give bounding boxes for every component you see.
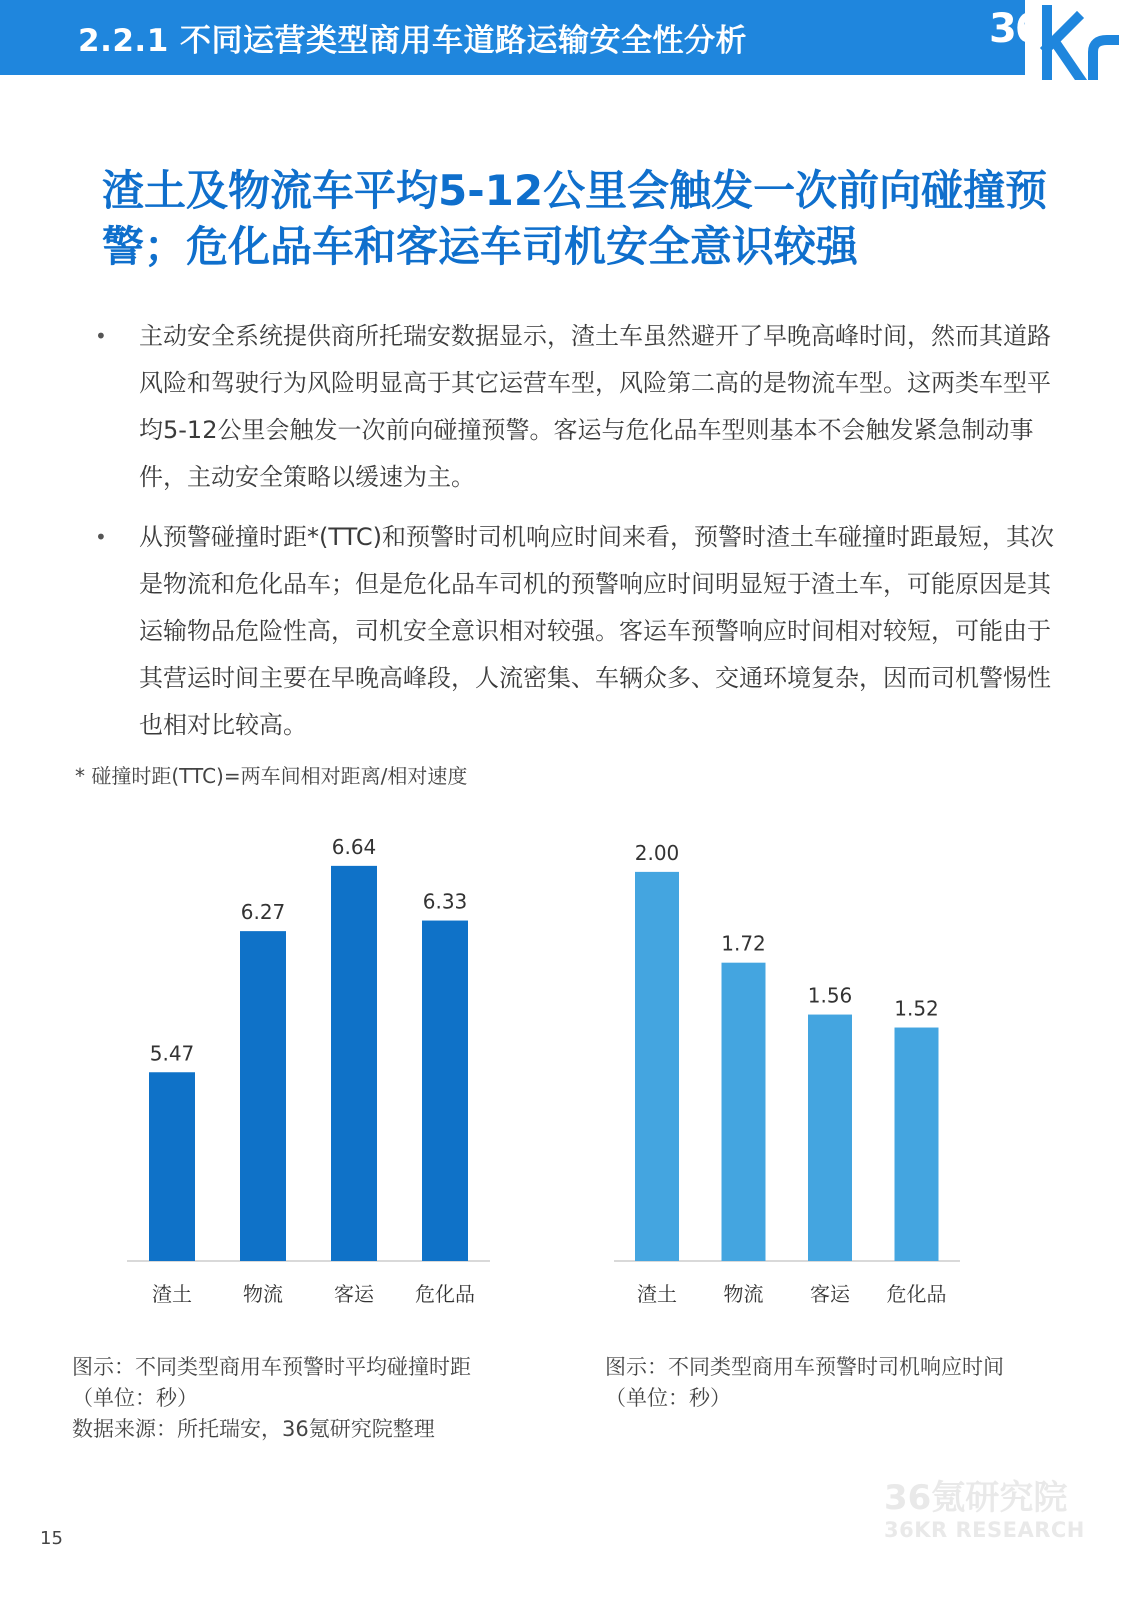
bullet-text: 主动安全系统提供商所托瑞安数据显示，渣土车虽然避开了早晚高峰时间，然而其道路风险和驾驶行为风险明显高于其它运营车型，风险第二高的是物流车型。这两类车型平均5-12公里会触发一次前向碰撞预警。客运与危化品车型则基本不会触发紧急制动事件，主动安全策略以缓速为主。 (139, 322, 1051, 491)
caption-unit: （单位：秒） (72, 1386, 198, 1410)
watermark (884, 1478, 1104, 1542)
watermark-line: 36KR RESEARCH (884, 1518, 1085, 1542)
bar (240, 931, 286, 1261)
data-label: 1.72 (721, 931, 766, 956)
bar (808, 1015, 852, 1261)
bullet-item (95, 313, 1055, 501)
category-label: 客运 (810, 1282, 850, 1306)
36kr-logo (985, 0, 1131, 80)
bar (722, 963, 766, 1261)
ttc-bar-chart (110, 820, 510, 1320)
footnote: * 碰撞时距(TTC)=两车间相对距离/相对速度 (75, 764, 468, 788)
caption-left (72, 1352, 532, 1445)
response-time-bar-chart (600, 820, 980, 1320)
caption-title: 图示：不同类型商用车预警时司机响应时间 (605, 1355, 1004, 1379)
caption-title: 图示：不同类型商用车预警时平均碰撞时距 (72, 1355, 471, 1379)
bullet-item (95, 514, 1055, 749)
bar (422, 921, 468, 1261)
category-label: 渣土 (637, 1282, 677, 1306)
category-label: 渣土 (152, 1282, 192, 1306)
bullet-text: 从预警碰撞时距*(TTC)和预警时司机响应时间来看，预警时渣土车碰撞时距最短，其次是物流和危化品车；但是危化品车司机的预警响应时间明显短于渣土车，可能原因是其运输物品危险性高，司机安全意识相对较强。客运车预警响应时间相对较短，可能由于其营运时间主要在早晚高峰段，人流密集、车辆众多、交通环境复杂，因而司机警惕性也相对比较高。 (139, 523, 1054, 739)
data-label: 6.33 (422, 889, 468, 914)
page-number: 15 (40, 1528, 63, 1549)
data-label: 1.56 (807, 983, 853, 1008)
bar (635, 872, 679, 1261)
category-label: 物流 (243, 1282, 283, 1306)
bar (331, 866, 377, 1261)
bullet-list (95, 313, 1055, 762)
category-label: 危化品 (415, 1282, 475, 1306)
data-label: 6.27 (240, 900, 286, 925)
svg-text:36: 36 (989, 6, 1041, 52)
section-title: 2.2.1 不同运营类型商用车道路运输安全性分析 (78, 23, 748, 59)
category-label: 客运 (334, 1282, 374, 1306)
data-label: 1.52 (894, 996, 939, 1021)
data-label: 2.00 (634, 840, 680, 865)
caption-source: 数据来源：所托瑞安，36氪研究院整理 (72, 1417, 435, 1441)
data-label: 6.64 (331, 834, 377, 859)
bullet-dot: • (95, 324, 107, 348)
bar (149, 1072, 195, 1261)
caption-unit: （单位：秒） (605, 1386, 731, 1410)
caption-right (605, 1352, 1065, 1414)
category-label: 物流 (723, 1282, 764, 1306)
bar (895, 1028, 939, 1261)
data-label: 5.47 (149, 1041, 195, 1066)
category-label: 危化品 (886, 1282, 947, 1306)
headline: 渣土及物流车平均5-12公里会触发一次前向碰撞预警；危化品车和客运车司机安全意识较强 (102, 166, 1048, 271)
bullet-dot: • (95, 525, 107, 549)
watermark-line: 36氪研究院 (884, 1478, 1068, 1518)
